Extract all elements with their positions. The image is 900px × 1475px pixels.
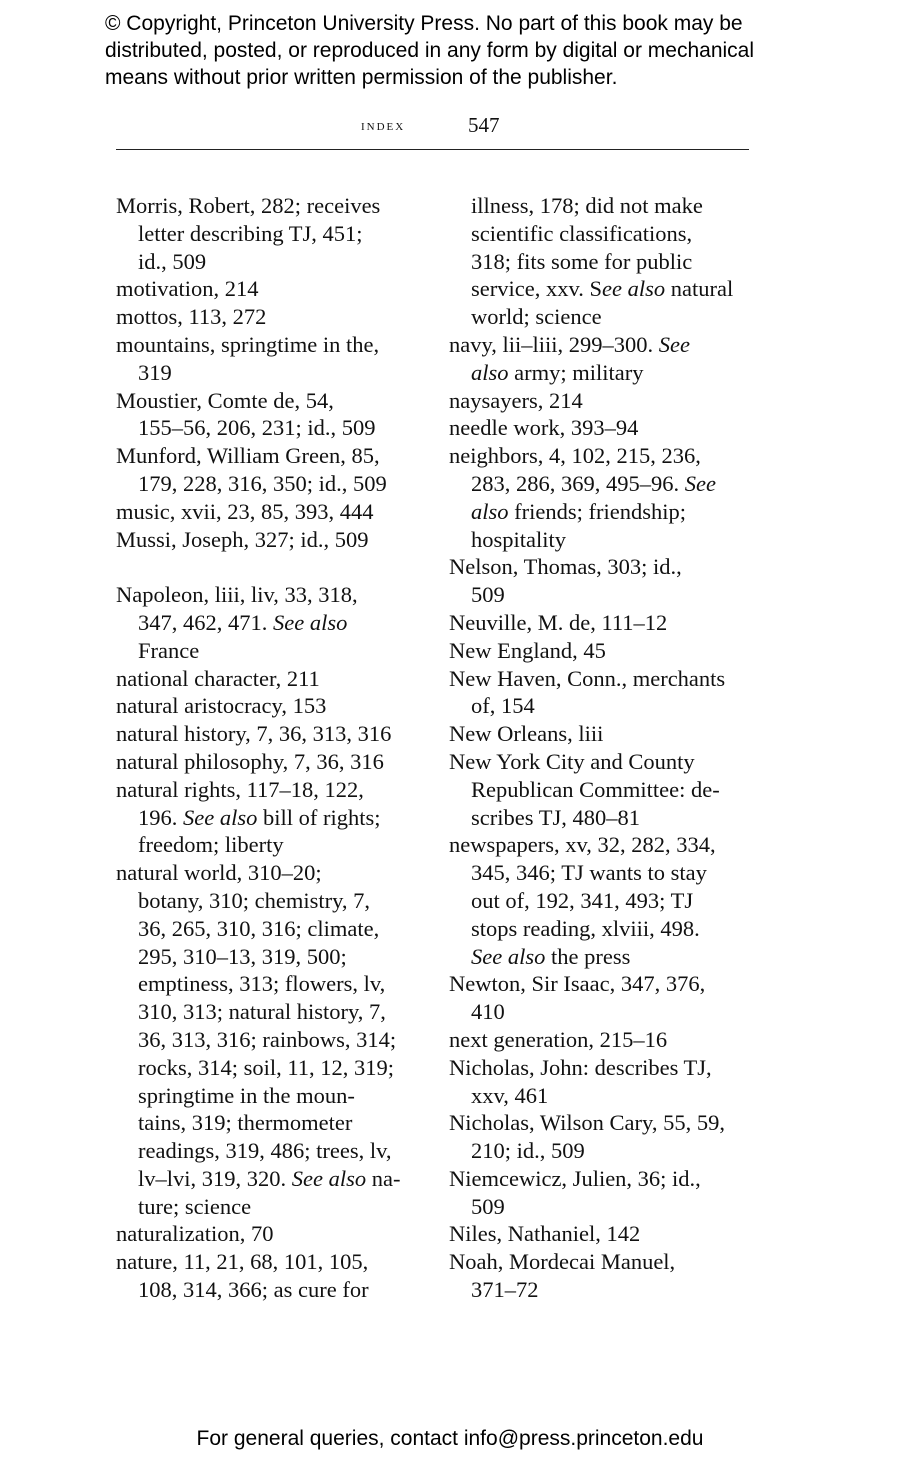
index-column-left: [116, 192, 416, 1304]
index-entry: needle work, 393–94: [449, 415, 639, 441]
footer-contact: For general queries, contact info@press.princeton.edu: [196, 1427, 704, 1450]
index-entry: navy, lii–liii, 299–300. See also army; military: [449, 331, 691, 385]
index-entry: national character, 211: [116, 665, 320, 691]
index-entry-continued: illness, 178; did not make scientific classifications, 318; fits some for public service, xxv. See also natural world; science: [471, 193, 734, 330]
index-entry: natural philosophy, 7, 36, 316: [116, 748, 384, 774]
copyright-line: © Copyright, Princeton University Press. No part of this book may be: [105, 12, 743, 35]
index-entry: Nelson, Thomas, 303; id., 509: [449, 554, 682, 608]
page-number: 547: [468, 113, 500, 137]
index-entry: Moustier, Comte de, 54, 155–56, 206, 231; id., 509: [116, 387, 376, 441]
index-entry: Niles, Nathaniel, 142: [449, 1221, 641, 1247]
index-entry: mountains, springtime in the, 319: [116, 331, 380, 385]
index-entry: mottos, 113, 272: [116, 304, 267, 330]
index-entry: natural history, 7, 36, 313, 316: [116, 721, 392, 747]
index-entry: New England, 45: [449, 637, 606, 663]
copyright-line: distributed, posted, or reproduced in any form by digital or mechanical: [105, 39, 755, 62]
index-entry: Nicholas, Wilson Cary, 55, 59, 210; id., 509: [449, 1110, 725, 1164]
index-entry: Newton, Sir Isaac, 347, 376, 410: [449, 971, 706, 1025]
index-entry: natural world, 310–20; botany, 310; chemistry, 7, 36, 265, 310, 316; climate, 295, 310–13, 319, 500; emptiness, 313; flowers, lv, 310, 313; natural history, 7, 36, 313, 316; rainbows, 314; rocks, 314; soil, 11, 12, 319; springtime in the moun- tains, 319; thermometer readings, 319, 486; trees, lv, lv–lvi, 319, 320. See also na- ture; science: [116, 860, 401, 1219]
copyright-notice: [105, 10, 825, 91]
index-entry: New Orleans, liii: [449, 721, 604, 747]
running-head: [116, 113, 749, 150]
copyright-line: means without prior written permission of the publisher.: [105, 66, 618, 89]
section-label: index: [361, 117, 406, 134]
index-entry: neighbors, 4, 102, 215, 236, 283, 286, 369, 495–96. See also friends; friendship; hospitality: [449, 443, 716, 552]
index-entry: newspapers, xv, 32, 282, 334, 345, 346; TJ wants to stay out of, 192, 341, 493; TJ stops reading, xlviii, 498. See also the press: [449, 832, 716, 969]
index-entry: Niemcewicz, Julien, 36; id., 509: [449, 1165, 701, 1219]
index-entry: next generation, 215–16: [449, 1026, 668, 1052]
index-entry: Morris, Robert, 282; receives letter describing TJ, 451; id., 509: [116, 193, 381, 274]
index-column-right: [449, 192, 754, 1304]
letter-group-gap: [116, 553, 416, 581]
index-entry: natural aristocracy, 153: [116, 693, 327, 719]
index-entry: New Haven, Conn., merchants of, 154: [449, 665, 726, 719]
index-entry: motivation, 214: [116, 276, 259, 302]
index-entry: Mussi, Joseph, 327; id., 509: [116, 526, 369, 552]
index-entry: naturalization, 70: [116, 1221, 274, 1247]
index-entry: Nicholas, John: describes TJ, xxv, 461: [449, 1054, 712, 1108]
index-entry: Munford, William Green, 85, 179, 228, 316, 350; id., 509: [116, 443, 387, 496]
index-entry: natural rights, 117–18, 122, 196. See also bill of rights; freedom; liberty: [116, 776, 381, 858]
index-entry: Noah, Mordecai Manuel, 371–72: [449, 1249, 676, 1303]
index-entry: Neuville, M. de, 111–12: [449, 609, 668, 635]
index-entry: Napoleon, liii, liv, 33, 318, 347, 462, 471. See also France: [116, 582, 358, 663]
index-entry: music, xvii, 23, 85, 393, 444: [116, 498, 374, 524]
index-entry: New York City and County Republican Committee: de- scribes TJ, 480–81: [449, 748, 720, 830]
index-entry: naysayers, 214: [449, 387, 583, 413]
index-entry: nature, 11, 21, 68, 101, 105, 108, 314, 366; as cure for: [116, 1249, 369, 1303]
